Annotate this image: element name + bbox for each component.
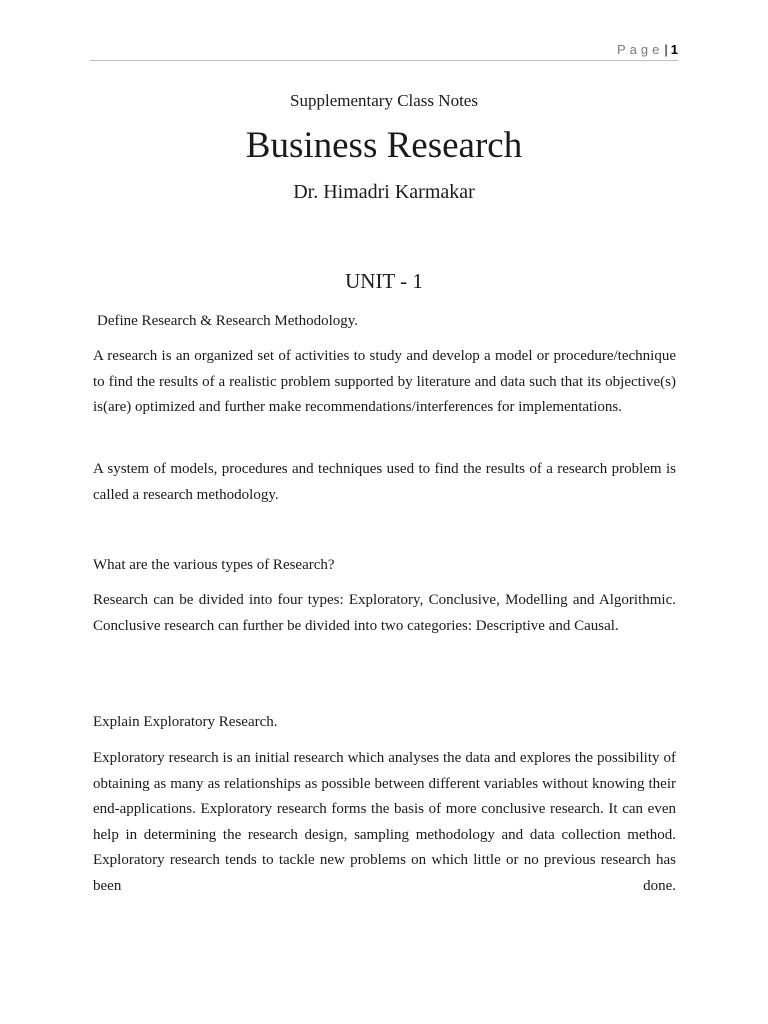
unit-heading: UNIT - 1 xyxy=(345,269,423,293)
answer-paragraph: A research is an organized set of activities to study and develop a model or procedure/technique to find the results of a realistic problem supported by literature and data such that its objective(s) is(are) optimized and further make recommendations/interferences for implementations. xyxy=(93,348,676,415)
answer-paragraph: Research can be divided into four types: Exploratory, Conclusive, Modelling and Algorithmic. Conclusive research can further be divided into two categories: Descriptive and Causal. xyxy=(93,592,676,634)
question-heading: Explain Exploratory Research. xyxy=(93,714,278,730)
question-heading: Define Research & Research Methodology. xyxy=(97,313,359,329)
answer-paragraph: A system of models, procedures and techniques used to find the results of a research problem is called a research methodology. xyxy=(93,461,676,503)
document-subtitle: Supplementary Class Notes xyxy=(290,91,478,110)
document-author: Dr. Himadri Karmakar xyxy=(293,181,475,203)
answer-paragraph: Exploratory research is an initial research which analyses the data and explores the possibility of obtaining as many as relationships as possible between different variables without knowing their end-applications. Exploratory research forms the basis of more conclusive research. It can even help in determining the research design, sampling methodology and data collection method. Exploratory research tends to tackle new problems on which little or no previous research has been done. xyxy=(93,750,676,894)
page-label: Page xyxy=(617,42,664,57)
document-title: Business Research xyxy=(245,125,523,166)
page-number: 1 xyxy=(670,42,678,57)
question-heading: What are the various types of Research? xyxy=(93,557,335,573)
page-separator: | xyxy=(664,42,668,57)
page-header xyxy=(90,42,678,61)
